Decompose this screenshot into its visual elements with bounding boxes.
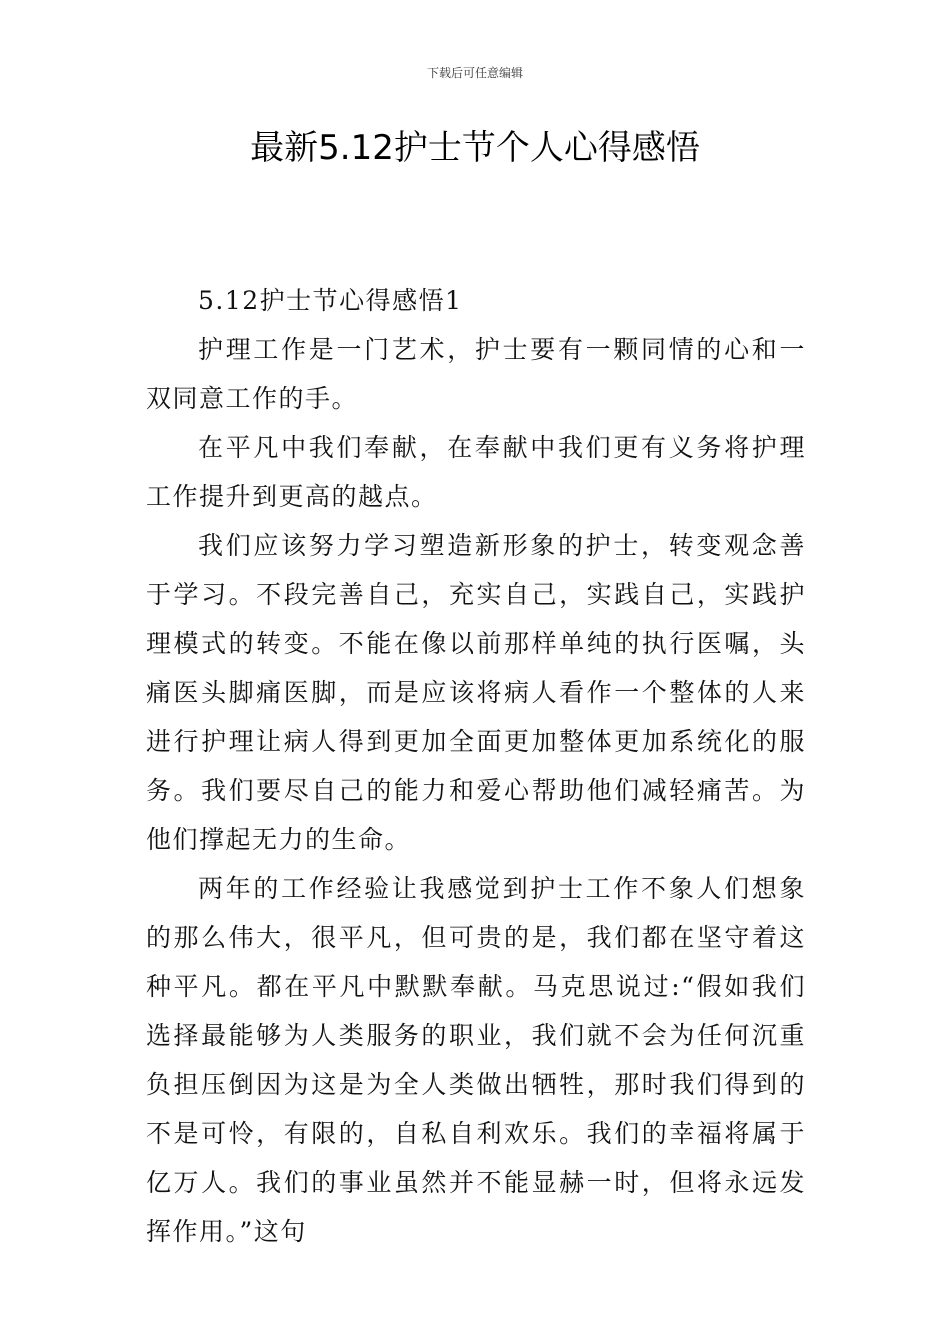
section-heading: 5.12护士节心得感悟1 <box>198 286 463 315</box>
paragraph-4: 两年的工作经验让我感觉到护士工作不象人们想象的那么伟大，很平凡，但可贵的是，我们都在坚守着这种平凡。都在平凡中默默奉献。马克思说过:“假如我们选择最能够为人类服务的职业，我们就不会为任何沉重负担压倒因为这是为全人类做出牺牲，那时我们得到的不是可怜，有限的，自私自利欢乐。我们的幸福将属于亿万人。我们的事业虽然并不能显赫一时，但将永远发挥作用。”这句 <box>146 874 806 1246</box>
document-body <box>146 276 806 1256</box>
header-note: 下载后可任意编辑 <box>426 66 523 80</box>
paragraph-2: 在平凡中我们奉献，在奉献中我们更有义务将护理工作提升到更高的越点。 <box>146 433 806 511</box>
document-title: 最新5.12护士节个人心得感悟 <box>250 128 700 168</box>
paragraph-1: 护理工作是一门艺术，护士要有一颗同情的心和一双同意工作的手。 <box>146 335 806 413</box>
paragraph-3: 我们应该努力学习塑造新形象的护士，转变观念善于学习。不段完善自己，充实自己，实践自己，实践护理模式的转变。不能在像以前那样单纯的执行医嘱，头痛医头脚痛医脚，而是应该将病人看作一个整体的人来进行护理让病人得到更加全面更加整体更加系统化的服务。我们要尽自己的能力和爱心帮助他们减轻痛苦。为他们撑起无力的生命。 <box>146 531 806 854</box>
